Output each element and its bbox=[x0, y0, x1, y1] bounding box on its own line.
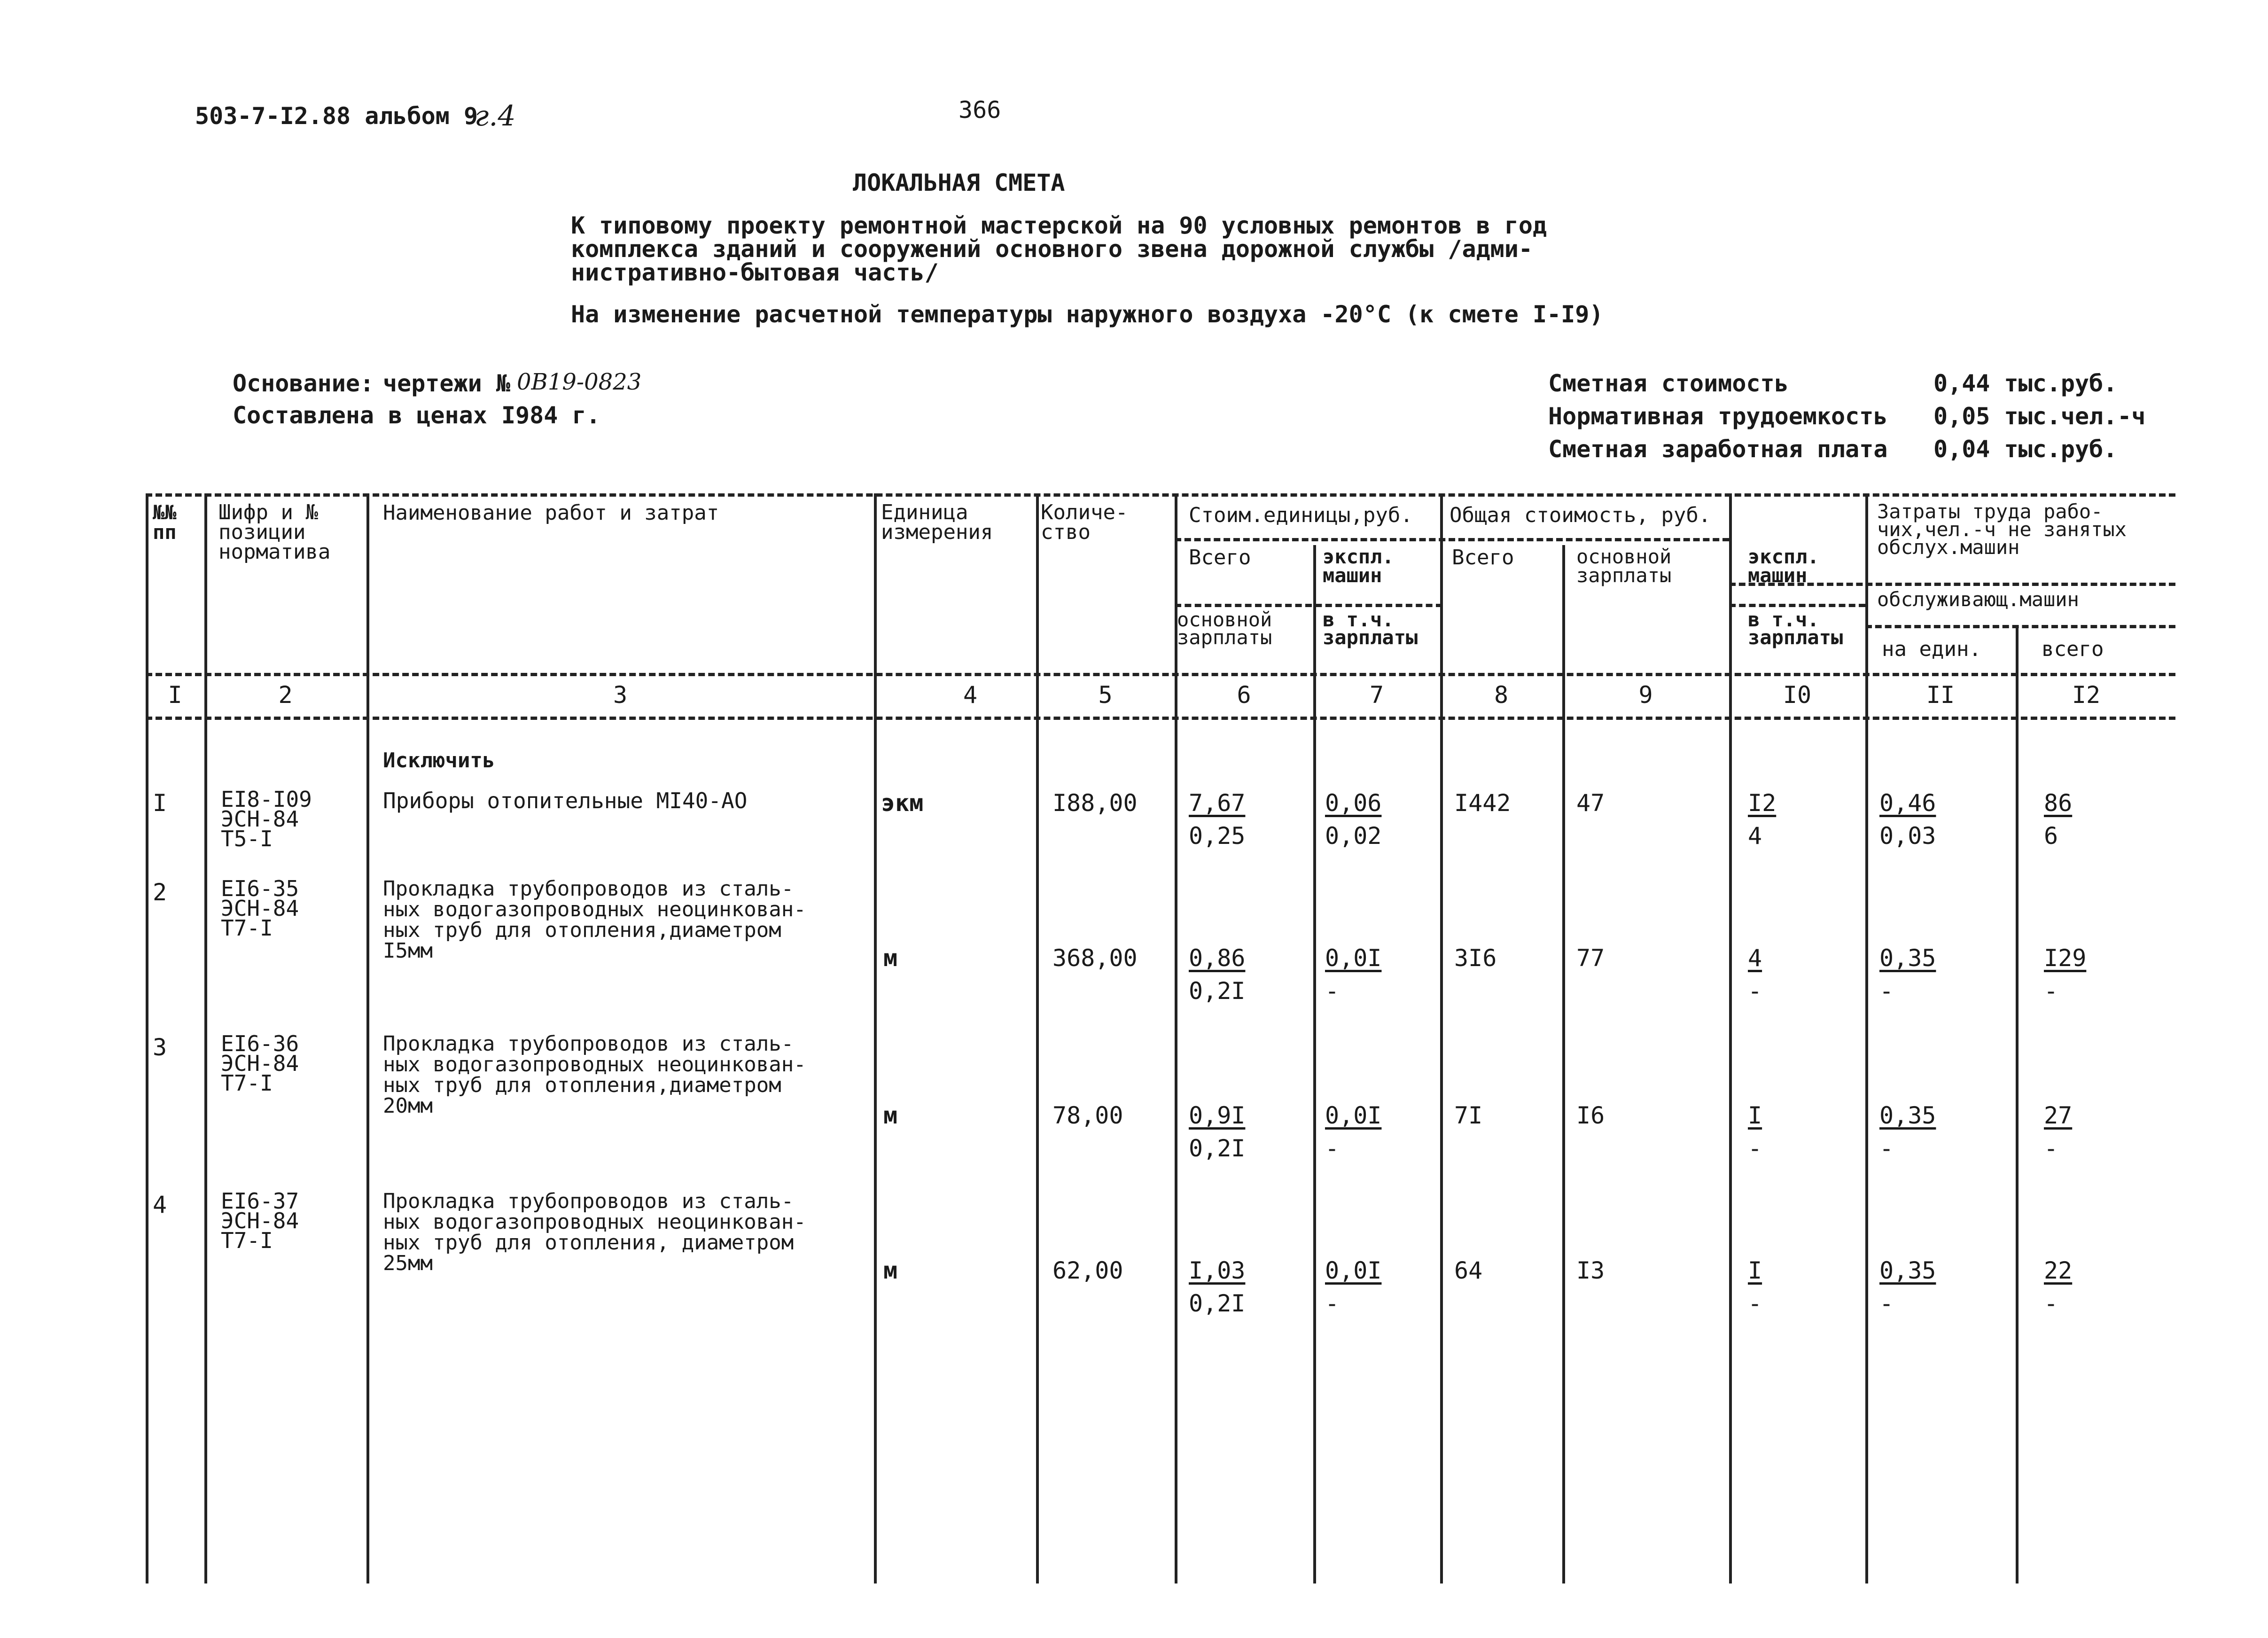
col-number: I bbox=[168, 681, 182, 709]
column-divider bbox=[1729, 493, 1732, 1583]
unit-cost-machines: 0,0I bbox=[1325, 944, 1382, 972]
summary-label: Нормативная трудоемкость bbox=[1548, 403, 1888, 430]
column-divider bbox=[1036, 493, 1039, 1583]
header-c8-total: Всего bbox=[1452, 546, 1514, 569]
row-divider bbox=[1175, 604, 1442, 607]
total-salary: 47 bbox=[1576, 789, 1605, 817]
quantity: 78,00 bbox=[1052, 1102, 1123, 1129]
unit: м bbox=[883, 1257, 898, 1284]
header-c6-salary: основной зарплаты bbox=[1177, 608, 1272, 649]
column-divider bbox=[874, 493, 877, 1583]
total-machine-salary: 4 bbox=[1748, 822, 1762, 850]
labor-total: 22 bbox=[2044, 1257, 2073, 1284]
unit-cost-total: 0,86 bbox=[1189, 944, 1246, 972]
header-labor-sub: обслуживающ.машин bbox=[1877, 588, 2079, 611]
unit-cost-machines: 0,0I bbox=[1325, 1257, 1382, 1284]
drawing-numbers: 0В19-0823 bbox=[517, 369, 642, 395]
col-number: 6 bbox=[1237, 681, 1251, 709]
total-machine-salary: - bbox=[1748, 1290, 1762, 1317]
album-note: г.4 bbox=[475, 100, 516, 133]
total-cost: 7I bbox=[1454, 1102, 1483, 1129]
unit-cost-machine-salary: - bbox=[1325, 977, 1340, 1005]
row-divider bbox=[146, 673, 2175, 676]
norm-code: EI6-37 ЭСН-84 Т7-I bbox=[221, 1188, 299, 1253]
total-machines: I bbox=[1748, 1102, 1762, 1129]
labor-per-unit-machines: - bbox=[1879, 977, 1894, 1005]
column-divider bbox=[146, 493, 148, 1583]
quantity: 62,00 bbox=[1052, 1257, 1123, 1284]
row-divider bbox=[146, 493, 2175, 497]
col-number: I2 bbox=[2072, 681, 2101, 709]
total-machine-salary: - bbox=[1748, 977, 1762, 1005]
row-number: I bbox=[153, 789, 167, 817]
section-label: Исключить bbox=[383, 749, 495, 772]
unit-cost-machines: 0,06 bbox=[1325, 789, 1382, 817]
labor-total-machines: 6 bbox=[2044, 822, 2058, 850]
col-number: 2 bbox=[278, 681, 293, 709]
unit: м bbox=[883, 1102, 898, 1129]
unit-cost-salary: 0,2I bbox=[1189, 977, 1246, 1005]
total-machines: I bbox=[1748, 1257, 1762, 1284]
row-divider bbox=[1865, 625, 2175, 628]
document-title: ЛОКАЛЬНАЯ СМЕТА bbox=[853, 169, 1065, 196]
norm-code: EI6-35 ЭСН-84 Т7-I bbox=[221, 876, 299, 941]
column-divider bbox=[204, 493, 207, 1583]
header-unit-cost: Стоим.единицы,руб. bbox=[1189, 503, 1413, 527]
labor-per-unit: 0,35 bbox=[1879, 944, 1936, 972]
work-name: Прокладка трубопроводов из сталь- ных водогазопроводных неоцинкован- ных труб для отопления, диаметром 25мм bbox=[383, 1189, 806, 1275]
quantity: I88,00 bbox=[1052, 789, 1138, 817]
labor-total: I29 bbox=[2044, 944, 2087, 972]
unit-cost-machine-salary: - bbox=[1325, 1290, 1340, 1317]
labor-per-unit: 0,35 bbox=[1879, 1102, 1936, 1129]
basis-label: Основание: bbox=[233, 370, 374, 397]
norm-code: EI8-I09 ЭСН-84 Т5-I bbox=[221, 787, 312, 851]
labor-total-machines: - bbox=[2044, 1290, 2058, 1317]
col-number: 8 bbox=[1494, 681, 1509, 709]
col-number: 7 bbox=[1369, 681, 1384, 709]
summary-value: 0,05 тыс.чел.-ч bbox=[1933, 403, 2146, 430]
labor-total-machines: - bbox=[2044, 977, 2058, 1005]
labor-per-unit-machines: - bbox=[1879, 1135, 1894, 1162]
column-divider bbox=[2016, 625, 2019, 1583]
header-code: Шифр и № позиции норматива bbox=[218, 500, 331, 564]
labor-per-unit-machines: 0,03 bbox=[1879, 822, 1936, 850]
summary-label: Сметная заработная плата bbox=[1548, 436, 1888, 463]
col-number: I0 bbox=[1783, 681, 1812, 709]
total-machines: 4 bbox=[1748, 944, 1762, 972]
prices-year: Составлена в ценах I984 г. bbox=[233, 402, 600, 429]
total-cost: 3I6 bbox=[1454, 944, 1497, 972]
unit-cost-salary: 0,2I bbox=[1189, 1290, 1246, 1317]
summary-label: Сметная стоимость bbox=[1548, 370, 1789, 397]
col-number: 5 bbox=[1098, 681, 1113, 709]
total-salary: I6 bbox=[1576, 1102, 1605, 1129]
header-labor: Затраты труда рабо- чих,чел.-ч не занятых обслух.машин bbox=[1877, 500, 2127, 559]
basis-value: чертежи № bbox=[383, 370, 510, 397]
project-description: К типовому проекту ремонтной мастерской на 90 условных ремонтов в год комплекса зданий и сооружений основного звена дорожной службы /адми- нистративно-бытовая часть/ bbox=[571, 212, 1547, 286]
unit: экм bbox=[881, 789, 924, 817]
total-cost: I442 bbox=[1454, 789, 1511, 817]
work-name: Приборы отопительные МI40-АО bbox=[383, 788, 748, 813]
estimate-purpose: На изменение расчетной температуры наружного воздуха -20°С (к смете I-I9) bbox=[571, 301, 1604, 328]
unit-cost-total: 0,9I bbox=[1189, 1102, 1246, 1129]
summary-value: 0,44 тыс.руб. bbox=[1933, 370, 2118, 397]
unit-cost-machine-salary: 0,02 bbox=[1325, 822, 1382, 850]
work-name: Прокладка трубопроводов из сталь- ных водогазопроводных неоцинкован- ных труб для отопления,диаметром I5мм bbox=[383, 877, 806, 963]
header-work-name: Наименование работ и затрат bbox=[383, 501, 719, 525]
labor-per-unit-machines: - bbox=[1879, 1290, 1894, 1317]
document-code: 503-7-I2.88 альбом 9 bbox=[195, 102, 478, 130]
header-total-cost: Общая стоимость, руб. bbox=[1450, 503, 1711, 527]
norm-code: EI6-36 ЭСН-84 Т7-I bbox=[221, 1031, 299, 1096]
labor-per-unit: 0,46 bbox=[1879, 789, 1936, 817]
col-number: 3 bbox=[613, 681, 628, 709]
labor-per-unit: 0,35 bbox=[1879, 1257, 1936, 1284]
header-c6-total: Всего bbox=[1189, 546, 1251, 569]
total-machines: I2 bbox=[1748, 789, 1777, 817]
row-number: 2 bbox=[153, 879, 167, 906]
row-number: 4 bbox=[153, 1191, 167, 1218]
column-divider bbox=[366, 493, 369, 1583]
column-divider bbox=[1175, 493, 1177, 1583]
header-c10-salary: в т.ч. зарплаты bbox=[1748, 608, 1843, 649]
unit-cost-total: 7,67 bbox=[1189, 789, 1246, 817]
labor-total-machines: - bbox=[2044, 1135, 2058, 1162]
total-machine-salary: - bbox=[1748, 1135, 1762, 1162]
column-divider bbox=[1440, 493, 1443, 1583]
header-quantity: Количе- ство bbox=[1041, 500, 1128, 544]
header-c10-machines: экспл. машин bbox=[1748, 545, 1819, 587]
header-c11-per-unit: на един. bbox=[1882, 637, 1981, 661]
column-divider bbox=[1865, 493, 1868, 1583]
total-salary: I3 bbox=[1576, 1257, 1605, 1284]
row-divider bbox=[1175, 538, 1729, 541]
unit-cost-total: I,03 bbox=[1189, 1257, 1246, 1284]
row-number: 3 bbox=[153, 1034, 167, 1061]
header-c9-salary: основной зарплаты bbox=[1576, 545, 1672, 587]
unit-cost-machines: 0,0I bbox=[1325, 1102, 1382, 1129]
header-c12-total: всего bbox=[2042, 637, 2104, 661]
header-c7-salary: в т.ч. зарплаты bbox=[1323, 608, 1418, 649]
labor-total: 27 bbox=[2044, 1102, 2073, 1129]
row-divider bbox=[146, 717, 2175, 720]
unit-cost-salary: 0,2I bbox=[1189, 1135, 1246, 1162]
summary-value: 0,04 тыс.руб. bbox=[1933, 436, 2118, 463]
unit-cost-machine-salary: - bbox=[1325, 1135, 1340, 1162]
col-number: 9 bbox=[1638, 681, 1653, 709]
total-cost: 64 bbox=[1454, 1257, 1483, 1284]
total-salary: 77 bbox=[1576, 944, 1605, 972]
quantity: 368,00 bbox=[1052, 944, 1138, 972]
unit-cost-salary: 0,25 bbox=[1189, 822, 1246, 850]
header-c7-machines: экспл. машин bbox=[1323, 545, 1394, 587]
col-number: II bbox=[1926, 681, 1955, 709]
work-name: Прокладка трубопроводов из сталь- ных водогазопроводных неоцинкован- ных труб для отопления,диаметром 20мм bbox=[383, 1032, 806, 1118]
row-divider bbox=[1729, 604, 1865, 607]
page-number: 366 bbox=[959, 96, 1001, 124]
unit: м bbox=[883, 944, 898, 972]
header-number: №№ пп bbox=[153, 501, 177, 544]
col-number: 4 bbox=[963, 681, 978, 709]
labor-total: 86 bbox=[2044, 789, 2073, 817]
header-unit: Единица измерения bbox=[881, 500, 993, 544]
